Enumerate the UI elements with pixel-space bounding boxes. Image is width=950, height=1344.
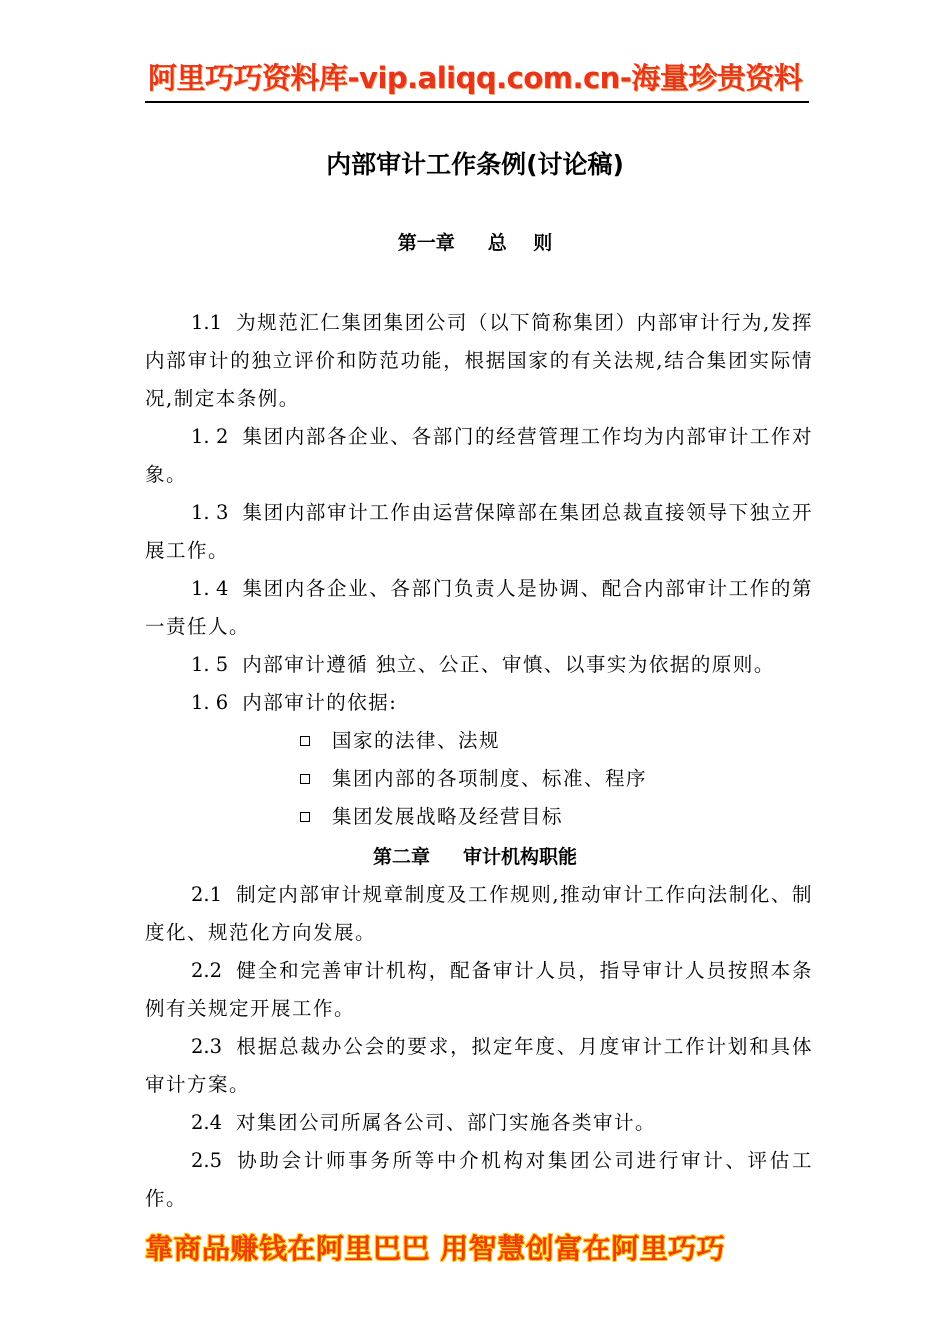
header-banner: 阿里巧巧资料库-vip.aliqq.com.cn-海量珍贵资料 <box>148 61 803 95</box>
paragraph-number: 1. 2 <box>191 425 229 448</box>
paragraph-text: 对集团公司所属各公司、部门实施各类审计。 <box>236 1111 657 1134</box>
paragraph-text: 根据总裁办公会的要求，拟定年度、月度审计工作计划和具体审计方案。 <box>145 1035 813 1096</box>
paragraph-2-5 <box>145 1142 813 1218</box>
paragraph-2-3 <box>145 1028 813 1104</box>
paragraph-number: 1. 3 <box>191 501 229 524</box>
paragraph-2-4 <box>145 1104 813 1142</box>
paragraph-2-2 <box>145 952 813 1028</box>
paragraph-text: 集团内部审计工作由运营保障部在集团总裁直接领导下独立开展工作。 <box>145 501 813 562</box>
bullet-item <box>300 722 500 760</box>
header-divider <box>145 101 809 103</box>
document-title: 内部审计工作条例(讨论稿) <box>326 150 624 179</box>
bullet-item <box>300 798 563 836</box>
square-bullet-icon <box>300 774 310 784</box>
paragraph-text: 为规范汇仁集团集团公司（以下简称集团）内部审计行为,发挥内部审计的独立评价和防范功能，根据国家的有关法规,结合集团实际情况,制定本条例。 <box>145 311 813 410</box>
paragraph-number: 2.5 <box>191 1149 223 1172</box>
paragraph-1-6 <box>145 684 813 722</box>
paragraph-number: 2.4 <box>191 1111 223 1134</box>
paragraph-number: 1.1 <box>191 311 223 334</box>
square-bullet-icon <box>300 812 310 822</box>
paragraph-number: 1. 5 <box>191 653 229 676</box>
bullet-item <box>300 760 647 798</box>
paragraph-number: 2.3 <box>191 1035 223 1058</box>
paragraph-1-1 <box>145 304 813 418</box>
bullet-text: 国家的法律、法规 <box>332 729 501 752</box>
paragraph-number: 2.1 <box>191 883 223 906</box>
paragraph-text: 内部审计的依据: <box>242 691 398 714</box>
paragraph-text: 集团内各企业、各部门负责人是协调、配合内部审计工作的第一责任人。 <box>145 577 813 638</box>
paragraph-text: 集团内部各企业、各部门的经营管理工作均为内部审计工作对象。 <box>145 425 813 486</box>
paragraph-1-3 <box>145 494 813 570</box>
paragraph-number: 2.2 <box>191 959 223 982</box>
bullet-text: 集团内部的各项制度、标准、程序 <box>332 767 648 790</box>
paragraph-text: 制定内部审计规章制度及工作规则,推动审计工作向法制化、制度化、规范化方向发展。 <box>145 883 813 944</box>
paragraph-1-5 <box>145 646 813 684</box>
bullet-text: 集团发展战略及经营目标 <box>332 805 564 828</box>
paragraph-2-1 <box>145 876 813 952</box>
paragraph-number: 1. 6 <box>191 691 229 714</box>
paragraph-text: 协助会计师事务所等中介机构对集团公司进行审计、评估工作。 <box>145 1149 813 1210</box>
paragraph-1-4 <box>145 570 813 646</box>
footer-banner: 靠商品赚钱在阿里巴巴 用智慧创富在阿里巧巧 <box>145 1232 726 1265</box>
chapter-2-heading: 第二章 审计机构职能 <box>372 846 578 868</box>
chapter-1-heading: 第一章 总 则 <box>397 232 553 254</box>
square-bullet-icon <box>300 736 310 746</box>
paragraph-text: 健全和完善审计机构，配备审计人员，指导审计人员按照本条例有关规定开展工作。 <box>145 959 813 1020</box>
paragraph-text: 内部审计遵循 独立、公正、审慎、以事实为依据的原则。 <box>242 653 775 676</box>
paragraph-1-2 <box>145 418 813 494</box>
paragraph-number: 1. 4 <box>191 577 229 600</box>
